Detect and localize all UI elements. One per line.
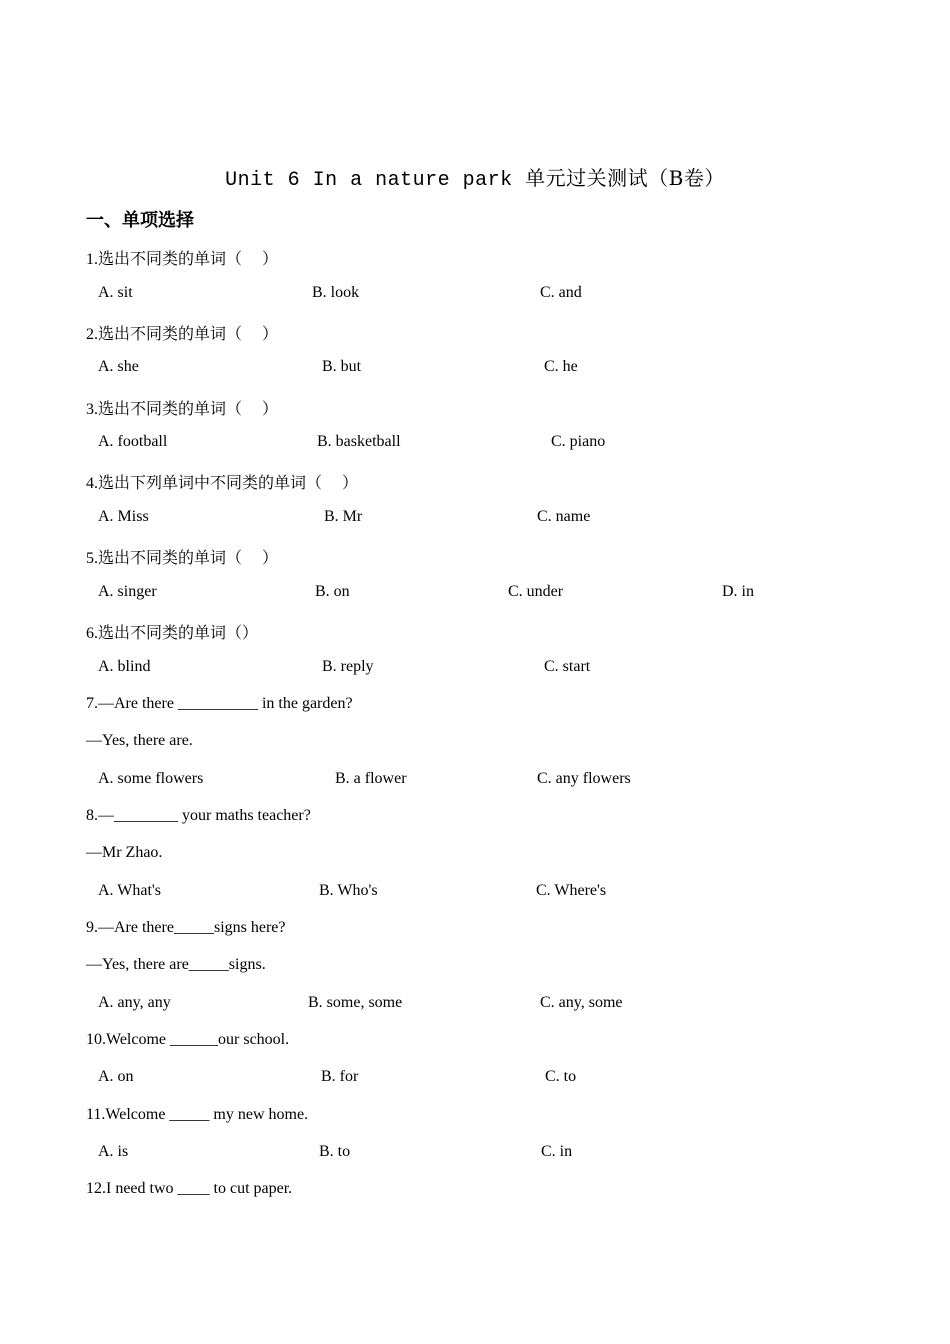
option-row (0, 583, 950, 605)
option-b: B. to (319, 1143, 351, 1160)
option-c: C. Where's (536, 882, 607, 899)
option-b: B. some, some (308, 994, 403, 1011)
option-c: C. to (545, 1068, 577, 1085)
question-response: —Mr Zhao. (86, 844, 163, 861)
option-c: C. piano (551, 433, 606, 450)
question-stem: 6.选出不同类的单词（） (86, 625, 259, 642)
option-row (0, 658, 950, 680)
question-stem: 11.Welcome _____ my new home. (86, 1106, 309, 1123)
option-row (0, 1143, 950, 1165)
question-response: —Yes, there are_____signs. (86, 956, 266, 973)
option-b: B. on (315, 583, 350, 600)
question-stem: 10.Welcome ______our school. (86, 1031, 290, 1048)
option-a: A. Miss (98, 508, 149, 525)
option-row (0, 882, 950, 904)
page-title (0, 162, 950, 192)
option-a: A. football (98, 433, 168, 450)
title-latin: Unit 6 In a nature park (225, 169, 526, 192)
question-stem: 4.选出下列单词中不同类的单词（ ） (86, 475, 359, 492)
option-row (0, 770, 950, 792)
option-c: C. any flowers (537, 770, 631, 787)
option-c: C. in (541, 1143, 573, 1160)
question-stem: 1.选出不同类的单词（ ） (86, 251, 279, 268)
question-stem: 12.I need two ____ to cut paper. (86, 1180, 293, 1197)
option-a: A. What's (98, 882, 162, 899)
question-response: —Yes, there are. (86, 732, 193, 749)
option-a: A. sit (98, 284, 133, 301)
option-b: B. look (312, 284, 360, 301)
option-b: B. basketball (317, 433, 401, 450)
section-heading: 一、单项选择 (86, 210, 194, 231)
option-c: C. under (508, 583, 564, 600)
question-stem: 9.—Are there_____signs here? (86, 919, 286, 936)
option-a: A. some flowers (98, 770, 204, 787)
option-b: B. a flower (335, 770, 407, 787)
question-stem: 7.—Are there __________ in the garden? (86, 695, 353, 712)
option-c: C. start (544, 658, 591, 675)
title-cjk: 单元过关测试（B卷） (525, 166, 725, 190)
question-stem: 2.选出不同类的单词（ ） (86, 326, 279, 343)
option-c: C. name (537, 508, 591, 525)
option-b: B. for (321, 1068, 359, 1085)
option-b: B. but (322, 358, 362, 375)
option-row (0, 284, 950, 306)
question-stem: 8.—________ your maths teacher? (86, 807, 311, 824)
option-a: A. singer (98, 583, 157, 600)
option-b: B. reply (322, 658, 374, 675)
question-stem: 5.选出不同类的单词（ ） (86, 550, 279, 567)
option-a: A. blind (98, 658, 151, 675)
option-c: C. he (544, 358, 578, 375)
option-d: D. in (722, 583, 754, 600)
option-c: C. any, some (540, 994, 623, 1011)
option-row (0, 994, 950, 1016)
option-b: B. Mr (324, 508, 363, 525)
option-a: A. she (98, 358, 139, 375)
option-b: B. Who's (319, 882, 378, 899)
option-row (0, 358, 950, 380)
question-stem: 3.选出不同类的单词（ ） (86, 401, 279, 418)
option-row (0, 508, 950, 530)
option-row (0, 1068, 950, 1090)
option-a: A. is (98, 1143, 129, 1160)
option-a: A. any, any (98, 994, 171, 1011)
option-a: A. on (98, 1068, 134, 1085)
option-row (0, 433, 950, 455)
option-c: C. and (540, 284, 582, 301)
